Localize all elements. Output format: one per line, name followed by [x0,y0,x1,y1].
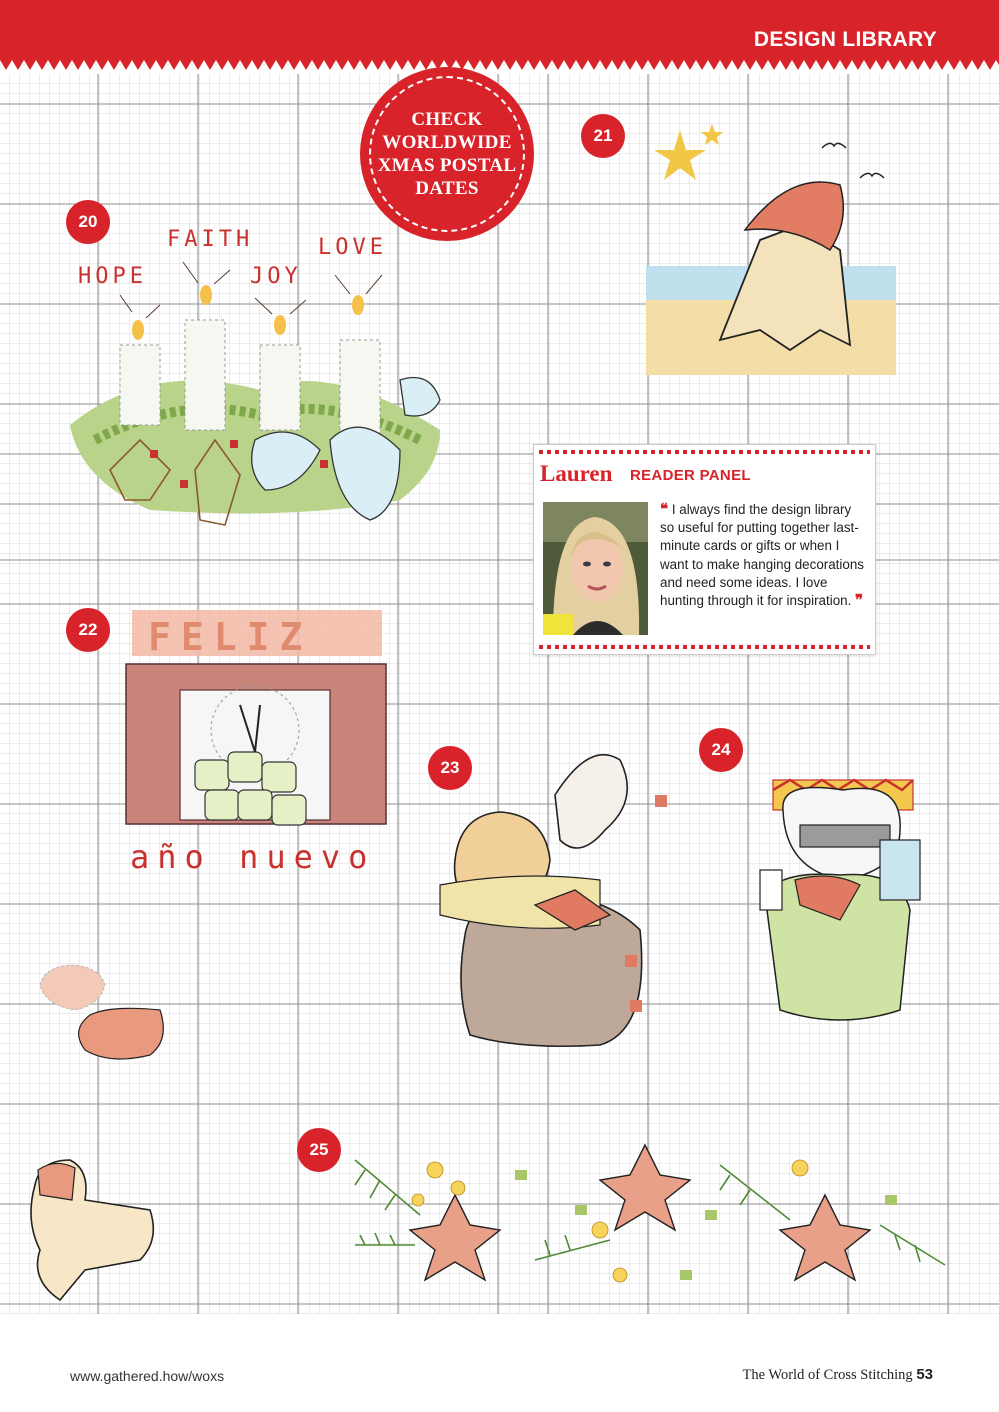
section-title: DESIGN LIBRARY [753,28,937,51]
word-ano-nuevo: año nuevo [130,838,376,876]
reader-panel-label: READER PANEL [630,467,751,484]
header-zigzag-edge [0,60,999,74]
design-number-badge: 25 [297,1128,341,1172]
page-number: 53 [916,1366,933,1383]
design-24-character [760,780,920,1020]
mask [800,825,890,847]
word-feliz: FELIZ [148,615,313,659]
design-number-badge: 20 [66,200,110,244]
open-quote-mark: ❝ [660,502,669,518]
footer-url[interactable]: www.gathered.how/woxs [70,1368,225,1384]
word-faith: FAITH [167,227,254,252]
reader-name: Lauren [540,461,613,486]
candle-3 [260,345,300,430]
panel-top-stripe [539,450,870,454]
word-hope: HOPE [78,264,147,289]
footer-magazine [743,1366,933,1384]
reader-quote [660,501,868,610]
candle-4 [340,340,380,435]
panel-bottom-stripe [539,645,870,649]
close-quote-mark: ❞ [855,593,864,610]
word-love: LOVE [318,235,387,260]
cross-stitch-chart [0,74,999,1314]
design-number-badge: 22 [66,608,110,652]
postal-dates-stamp [363,70,531,238]
magazine-title: The World of Cross Stitching [742,1367,913,1383]
candle-2 [185,320,225,430]
candle-1 [120,345,160,425]
stamp-text: CHECK WORLDWIDE XMAS POSTAL DATES [377,109,517,199]
design-number-badge: 24 [699,728,743,772]
word-joy: JOY [250,264,302,289]
stamp-border [369,76,525,232]
reader-panel [533,444,876,655]
reader-quote-text: I always find the design library so useful for putting together last-minute cards or gifts or when I want to make hanging decorations and need some ideas. I love hunting through it for inspiration. [660,502,864,609]
design-number-badge: 23 [428,746,472,790]
design-number-badge: 21 [581,114,625,158]
reader-photo [543,502,648,635]
